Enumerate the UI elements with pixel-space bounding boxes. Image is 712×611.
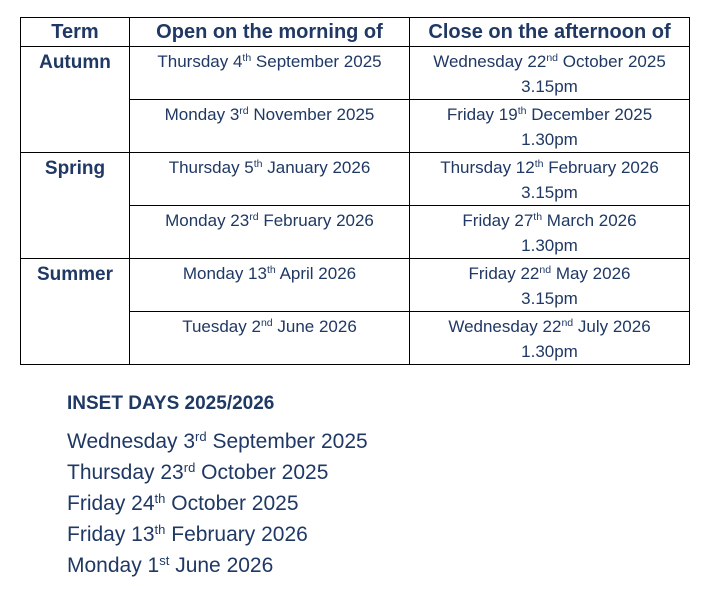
term-name: Spring [21, 153, 130, 259]
list-item: Wednesday 3rd September 2025 [67, 428, 368, 453]
close-date: Wednesday 22nd October 2025 3.15pm [410, 47, 690, 100]
close-time: 3.15pm [521, 289, 578, 308]
table-header-row [21, 18, 690, 47]
close-time: 3.15pm [521, 77, 578, 96]
list-item: Monday 1st June 2026 [67, 552, 274, 577]
header-term: Term [21, 18, 130, 47]
open-date: Tuesday 2nd June 2026 [130, 312, 410, 365]
inset-days-heading: INSET DAYS 2025/2026 [67, 393, 275, 414]
close-date: Friday 27th March 2026 1.30pm [410, 206, 690, 259]
table-row [21, 47, 690, 100]
header-open: Open on the morning of [130, 18, 410, 47]
term-dates-table [20, 17, 690, 365]
table-row [21, 153, 690, 206]
open-date: Monday 13th April 2026 [130, 259, 410, 312]
close-date: Friday 22nd May 2026 3.15pm [410, 259, 690, 312]
term-name: Autumn [21, 47, 130, 153]
close-date: Friday 19th December 2025 1.30pm [410, 100, 690, 153]
close-time: 3.15pm [521, 183, 578, 202]
open-date: Thursday 5th January 2026 [130, 153, 410, 206]
open-date: Monday 3rd November 2025 [130, 100, 410, 153]
list-item: Friday 13th February 2026 [67, 521, 308, 546]
close-time: 1.30pm [521, 342, 578, 361]
inset-days-section [67, 390, 368, 581]
header-close: Close on the afternoon of [410, 18, 690, 47]
open-date: Thursday 4th September 2025 [130, 47, 410, 100]
term-name: Summer [21, 259, 130, 365]
close-time: 1.30pm [521, 130, 578, 149]
close-date: Thursday 12th February 2026 3.15pm [410, 153, 690, 206]
list-item: Thursday 23rd October 2025 [67, 459, 329, 484]
table-row [21, 259, 690, 312]
open-date: Monday 23rd February 2026 [130, 206, 410, 259]
inset-days-list [67, 426, 368, 581]
close-time: 1.30pm [521, 236, 578, 255]
close-date: Wednesday 22nd July 2026 1.30pm [410, 312, 690, 365]
list-item: Friday 24th October 2025 [67, 490, 299, 515]
